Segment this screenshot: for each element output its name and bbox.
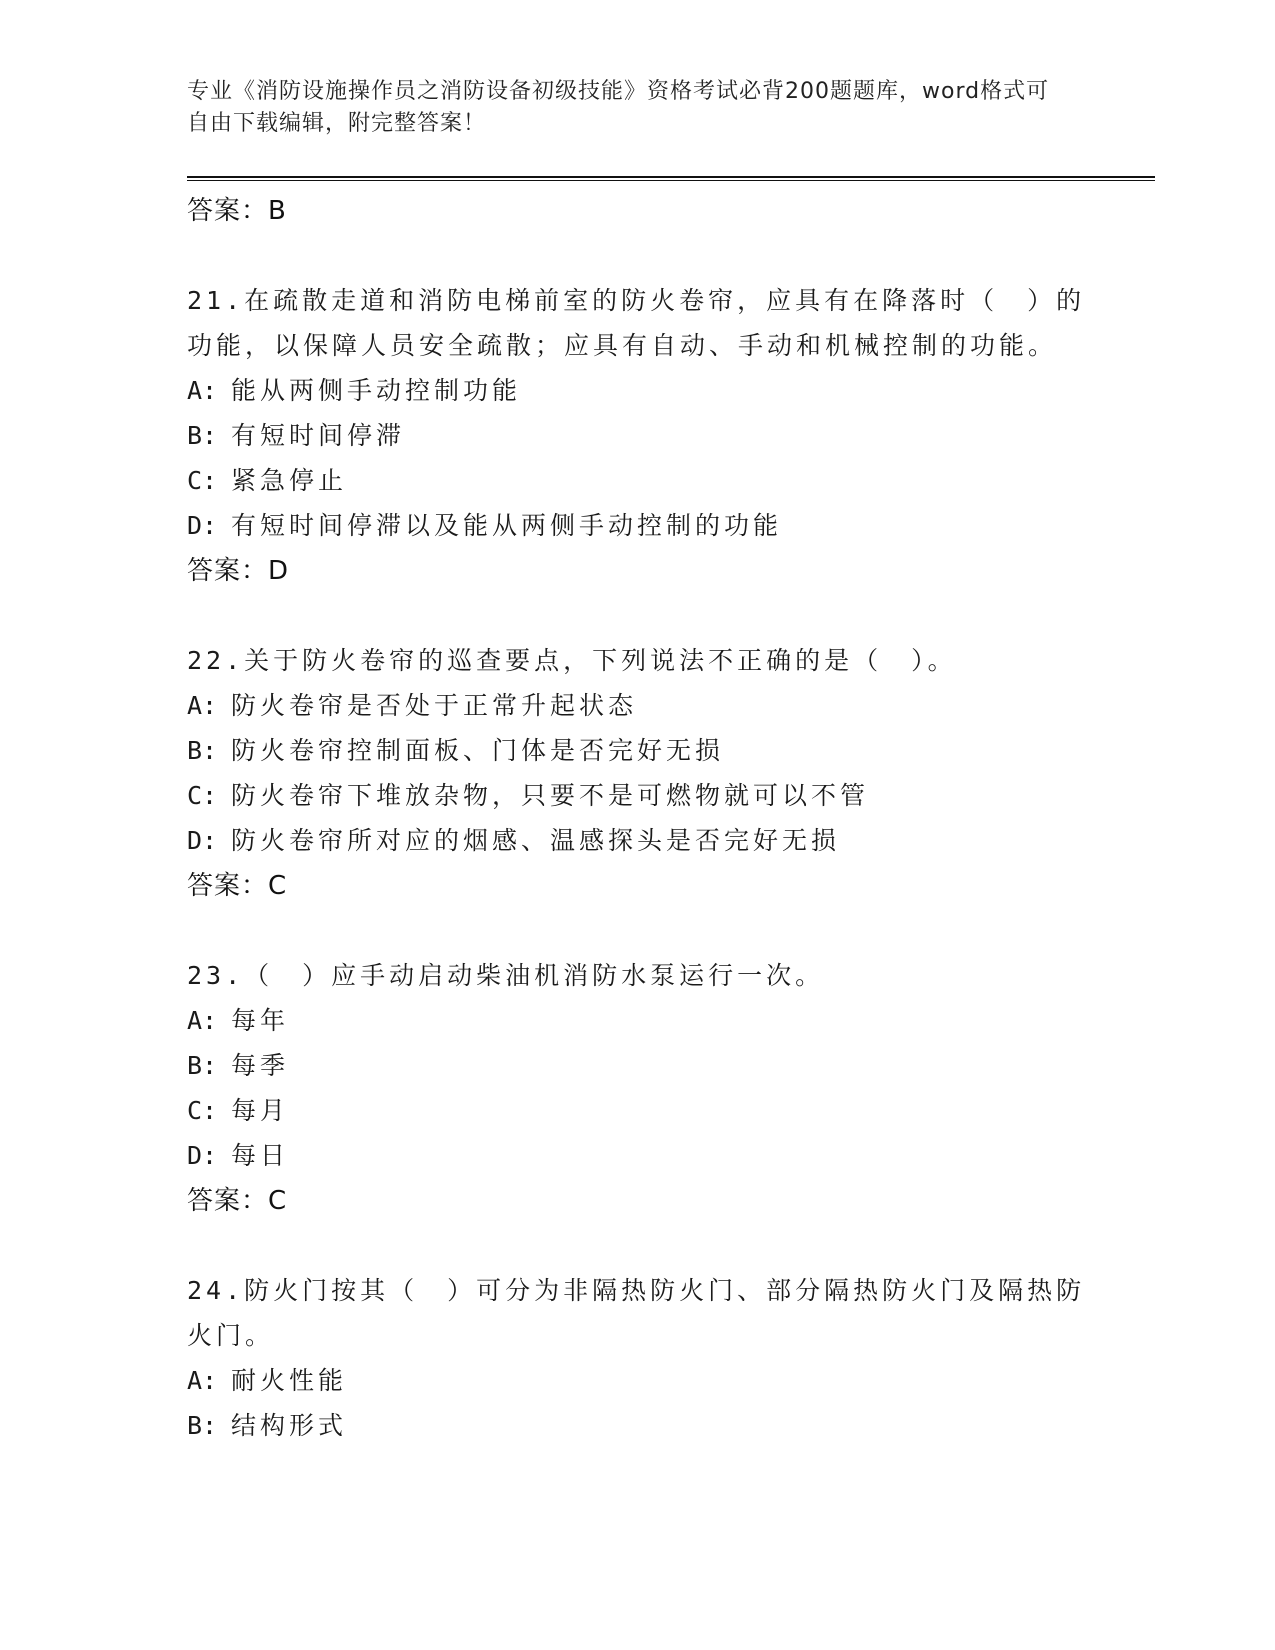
answer-line: 答案：D: [187, 556, 290, 586]
option-text: 防火卷帘所对应的烟感、温感探头是否完好无损: [231, 826, 841, 855]
option-letter: D:: [187, 511, 218, 540]
question-stem: 22.关于防火卷帘的巡查要点，下列说法不正确的是（ ）。: [187, 646, 957, 675]
document-header: 专业《消防设施操作员之消防设备初级技能》资格考试必背200题题库，word格式可自由下载编辑，附完整答案！: [187, 79, 1050, 136]
option-d: [187, 1133, 1087, 1178]
option-text: 有短时间停滞: [231, 421, 406, 450]
option-text: 每日: [231, 1141, 290, 1170]
option-text: 防火卷帘控制面板、门体是否完好无损: [231, 736, 725, 765]
option-text: 防火卷帘是否处于正常升起状态: [231, 691, 638, 720]
option-letter: B:: [187, 1411, 218, 1440]
option-letter: A:: [187, 1006, 218, 1035]
option-letter: A:: [187, 376, 218, 405]
option-letter: D:: [187, 1141, 218, 1170]
question-stem: 24.防火门按其（ ）可分为非隔热防火门、部分隔热防火门及隔热防火门。: [187, 1276, 1086, 1350]
answer-line: 答案：B: [187, 196, 287, 226]
option-letter: A:: [187, 691, 218, 720]
option-letter: A:: [187, 1366, 218, 1395]
option-letter: D:: [187, 826, 218, 855]
question-24: [187, 1268, 1087, 1448]
option-letter: C:: [187, 1096, 218, 1125]
option-text: 防火卷帘下堆放杂物，只要不是可燃物就可以不管: [231, 781, 870, 810]
question-list: [187, 188, 1087, 1448]
question-stem: 21.在疏散走道和消防电梯前室的防火卷帘，应具有在降落时（ ）的功能，以保障人员安全疏散；应具有自动、手动和机械控制的功能。: [187, 286, 1086, 360]
option-a: [187, 1358, 1087, 1403]
answer-line: 答案：C: [187, 871, 288, 901]
option-a: [187, 998, 1087, 1043]
option-c: [187, 458, 1087, 503]
option-a: [187, 368, 1087, 413]
option-b: [187, 1043, 1087, 1088]
option-letter: B:: [187, 736, 218, 765]
option-text: 紧急停止: [231, 466, 348, 495]
option-text: 每季: [231, 1051, 290, 1080]
option-c: [187, 1088, 1087, 1133]
option-d: [187, 818, 1087, 863]
option-text: 有短时间停滞以及能从两侧手动控制的功能: [231, 511, 783, 540]
question-stem: 23.（ ）应手动启动柴油机消防水泵运行一次。: [187, 961, 825, 990]
option-text: 耐火性能: [231, 1366, 348, 1395]
option-b: [187, 728, 1087, 773]
option-d: [187, 503, 1087, 548]
option-b: [187, 1403, 1087, 1448]
option-letter: C:: [187, 781, 218, 810]
question-22: [187, 638, 1087, 909]
option-b: [187, 413, 1087, 458]
option-text: 结构形式: [231, 1411, 348, 1440]
question-21: [187, 278, 1087, 594]
option-a: [187, 683, 1087, 728]
option-letter: C:: [187, 466, 218, 495]
option-letter: B:: [187, 421, 218, 450]
option-text: 每月: [231, 1096, 290, 1125]
answer-line: 答案：C: [187, 1186, 288, 1216]
option-text: 能从两侧手动控制功能: [231, 376, 522, 405]
option-text: 每年: [231, 1006, 290, 1035]
header-divider: [187, 176, 1155, 181]
question-23: [187, 953, 1087, 1224]
option-c: [187, 773, 1087, 818]
option-letter: B:: [187, 1051, 218, 1080]
